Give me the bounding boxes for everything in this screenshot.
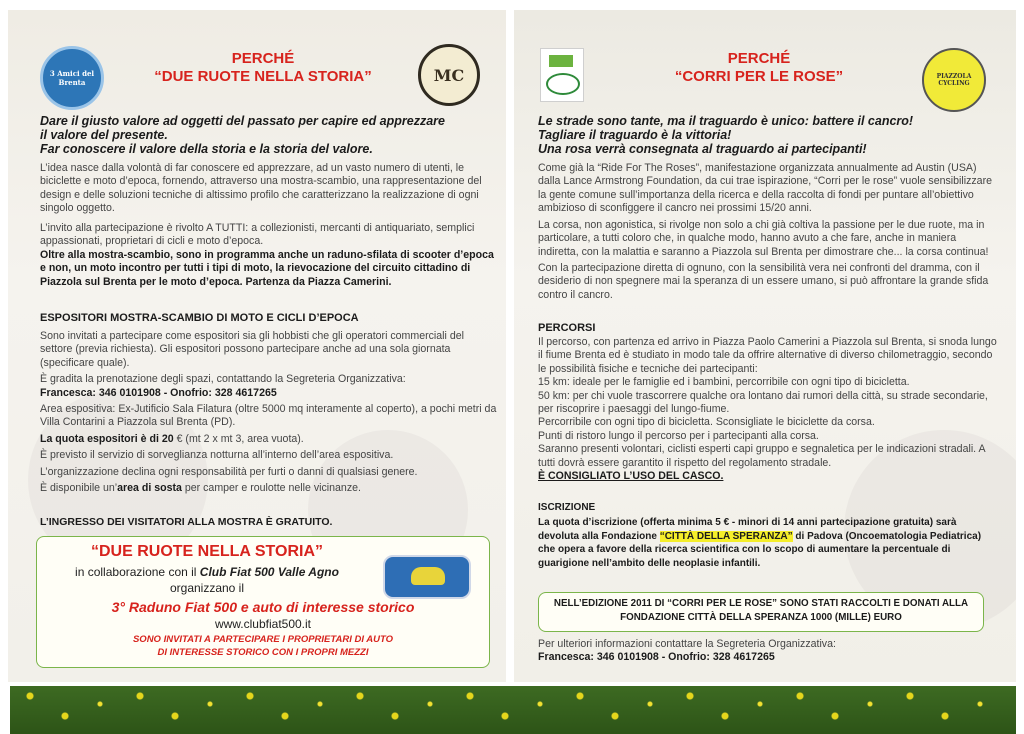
fiat-500-logo [383,555,471,599]
left-lead: Dare il giusto valore ad oggetti del passato per capire ed apprezzare il valore del presente. Far conoscere il valore della storia e la storia del valore. [40,114,445,156]
left-panel [8,10,506,682]
iscrizione-heading: ISCRIZIONE [538,502,596,513]
logo-stripe [549,55,573,67]
moto-club-logo: MC [418,44,480,106]
bicycle-icon [546,73,580,95]
box-org: organizzano il [169,581,245,595]
right-paragraph-3: Con la partecipazione diretta di ognuno, con la sensibilità vera nei confronti del dramma, con il desiderio di non spegnere mai la speranza di un essere umano, si può affrontare la grande sfida contro il cancro. [538,262,989,301]
left-paragraph-invito: L’invito alla partecipazione è rivolto A TUTTI: a collezionisti, mercanti di antiquariato, semplici appassionati, proprietari di cicli e moto d’epoca. Oltre alla mostra-scambio, sono in programma anche un raduno-sfilata di scooter d’epoca e non, un moto incontro per tutti i tipi di moto, la rievocazione del circuito cittadino di Piazzola sul Brenta per le moto d’epoca. Partenza da Piazza Camerini. [40,222,494,288]
left-paragraph-idea: L’idea nasce dalla volontà di far conoscere ed apprezzare, ad un vasto numero di utenti, le biciclette e moto d’epoca, fornendo, attraverso una mostra-scambio, una rappresentazione del design e delle soluzioni tecniche di altissimo profilo che caratterizzano la realizzazione di ogni singolo oggetto. [40,162,482,215]
left-title: PERCHÉ “DUE RUOTE NELLA STORIA” [154,50,372,85]
right-lead: Le strade sono tante, ma il traguardo è unico: battere il cancro! Tagliare il traguardo è la vittoria! Una rosa verrà consegnata al traguardo ai partecipanti! [538,114,914,156]
percorsi-heading: PERCORSI [538,322,596,334]
right-panel [514,10,1016,682]
right-paragraph-1: Come già la “Ride For The Roses”, manifestazione organizzata annualmente ad Austin (USA) dalla Lance Armstrong Foundation, da cui trae ispirazione, “Corri per le rose” vuole sensibilizzare la gente comune sull’importanza della ricerca e della raccolta di fondi per puntare all’obiettivo ambizioso di sconfiggere il cancro nei prossimi 15/20 anni. [538,162,992,215]
piazzola-cycling-logo: PIAZZOLA CYCLING [922,48,986,112]
fiat-500-box [36,536,490,668]
right-title: PERCHÉ “CORRI PER LE ROSE” [674,50,844,85]
cycling-logo [540,48,584,102]
box-title: “DUE RUOTE NELLA STORIA” [90,543,323,560]
espositori-text: Sono invitati a partecipare come espositori sia gli hobbisti che gli operatori commerciali del settore (previa richiesta). Gli espositori possono partecipare anche ad una sola giornata (specificare quale). È gradita la prenotazione degli spazi, contattando la Segreteria Organizzativa: Francesca: 346 0101908 - Onofrio: 328 4617265 Area espositiva: Ex-Jutificio Sala Filatura (oltre 5000 mq interamente al coperto), a pochi metri da Villa Contarini a Piazzola sul Brenta (PD). La quota espositori è di 20 € (mt 2 x mt 3, area vuota). È previsto il servizio di sorveglianza notturna all’interno dell’area espositiva. L’organizzazione declina ogni responsabilità per furti o danni di qualsiasi genere. È disponibile un’area di sosta per camper e roulotte nelle vicinanze. [40,330,497,495]
contact-info: Per ulteriori informazioni contattare la Segreteria Organizzativa: Francesca: 346 0101908 - Onofrio: 328 4617265 [538,638,836,664]
iscrizione-text: La quota d’iscrizione (offerta minima 5 € - minori di 14 anni partecipazione gratuita) sarà devoluta alla Fondazione “CITTÀ DELLA SPERANZA” di Padova (Oncoematologia Pediatrica) che opera a favore della ricerca scientifica con lo scopo di aumentare la percentuale di guarigione nell’ambito delle neoplasie infantili. [538,517,982,569]
percorsi-text: Il percorso, con partenza ed arrivo in Piazza Paolo Camerini a Piazzola sul Brenta, si snoda lungo il fiume Brenta ed è studiato in modo tale da offrire alternative di diverso chilometraggio, secondo le possibilità fisiche e tecniche dei partecipanti: 15 km: ideale per le famiglie ed i bambini, percorribile con ogni tipo di bicicletta. 50 km: per chi vuole trascorrere qualche ora lontano dai rumori della città, su strade secondarie, per riscoprire i paesaggi del lungo-fiume. Percorribile con ogni tipo di bicicletta. Sconsigliate le biciclette da corsa. Punti di ristoro lungo il percorso per i partecipanti alla corsa. Saranno presenti volontari, ciclisti esperti capi gruppo e segnaletica per le indicazioni stradali. A tutti dovrà essere garantito il rispetto del regolamento stradale. È CONSIGLIATO L’USO DEL CASCO. [538,336,997,483]
box-invite: SONO INVITATI A PARTECIPARE I PROPRIETARI DI AUTO DI INTERESSE STORICO CON I PROPRI MEZZI [132,634,394,658]
box-raduno: 3° Raduno Fiat 500 e auto di interesse storico [111,599,415,615]
ingresso-gratuito: L’INGRESSO DEI VISITATORI ALLA MOSTRA È GRATUITO. [40,516,333,528]
box-collab: in collaborazione con il Club Fiat 500 Valle Agno [75,565,339,579]
club-url[interactable]: www.clubfiat500.it [214,617,312,631]
donation-box: NELL’EDIZIONE 2011 DI “CORRI PER LE ROSE” SONO STATI RACCOLTI E DONATI ALLA FONDAZIONE CITTÀ DELLA SPERANZA 1000 (MILLE) EURO [538,592,984,632]
right-paragraph-2: La corsa, non agonistica, si rivolge non solo a chi già coltiva la passione per le due ruote, ma in particolare, a tutti coloro che, in qualche modo, hanno avuto a che fare, anche in maniera indiretta, con la malattia e saranno a Piazzola sul Brenta per dimostrare che... la corsa continua! [538,219,989,258]
amici-del-brenta-logo: 3 Amici del Brenta [40,46,104,110]
espositori-heading: ESPOSITORI MOSTRA-SCAMBIO DI MOTO E CICLI D’EPOCA [40,312,359,324]
grass-footer-image [10,686,1016,734]
car-icon [411,567,445,585]
